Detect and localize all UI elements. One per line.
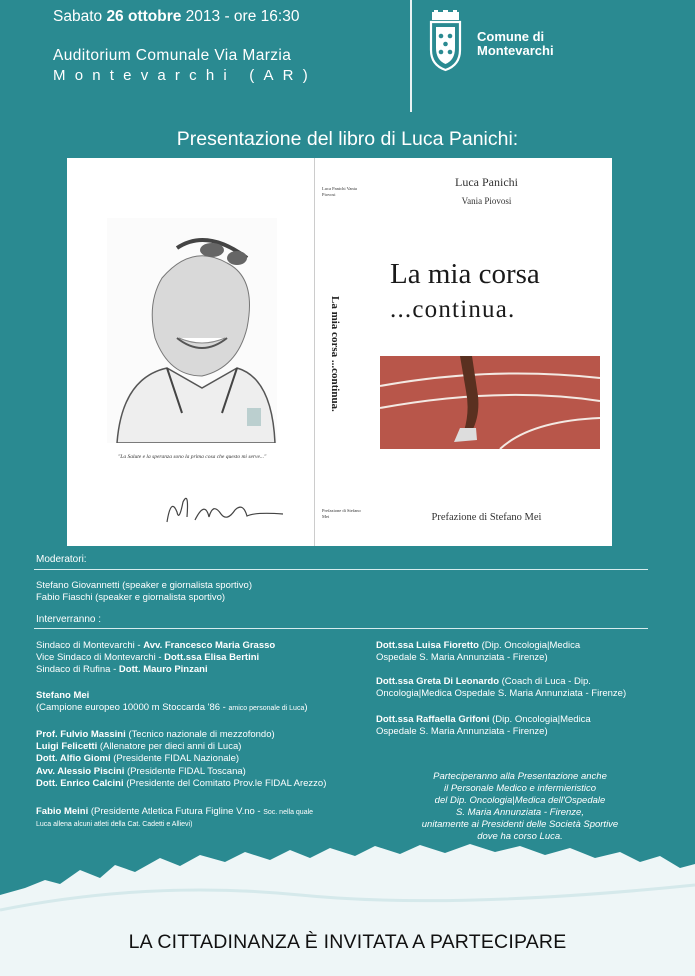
invite-note: Parteciperanno alla Presentazione anche il Personale Medico e infermieristico del Dip. Oncologia|Medica dell'Ospedale S. Maria Annunziata - Firenze, unitamente ai Presidenti delle Società Sportive dove ha corso Luca. (421, 771, 619, 842)
book-author-primary: Luca Panichi (455, 175, 518, 189)
section-divider (34, 628, 648, 629)
event-city: Montevarchi (AR) (53, 67, 317, 84)
speaker-fioretto: Dott.ssa Luisa Fioretto (Dip. Oncologia|Medica Ospedale S. Maria Annunziata - Firenze) (376, 640, 581, 664)
spine-title: La mia corsa ...continua. (329, 296, 341, 412)
speaker-item: Vice Sindaco di Montevarchi - Dott.ssa Elisa Bertini (36, 652, 260, 664)
spine-authors: Luca Panichi Vania Piovosi (322, 186, 357, 197)
page-title: Presentazione del libro di Luca Panichi: (176, 128, 519, 150)
speakers-label: Interverranno : (36, 614, 102, 625)
speaker-item: Avv. Alessio Piscini (Presidente FIDAL Toscana) (36, 765, 246, 777)
speaker-meini: Fabio Meini (Presidente Atletica Futura Figline V.no - Soc. nella quale Luca allena alcuni atleti della Cat. Cadetti e Allievi) (36, 806, 314, 829)
moderator-item: Stefano Giovannetti (speaker e giornalista sportivo) (36, 580, 252, 591)
back-cover-quote: "La Salute e la speranza sono la prima cosa che questo mi serve..." (118, 454, 267, 460)
speaker-item: Dott. Enrico Calcini (Presidente del Comitato Prov.le FIDAL Arezzo) (36, 777, 327, 789)
speaker-mei: Stefano Mei (Campione europeo 10000 m Stoccarda '86 - amico personale di Luca) (36, 690, 308, 714)
footer-invitation: LA CITTADINANZA È INVITATA A PARTECIPARE (128, 931, 567, 953)
spine-title-text (322, 292, 352, 432)
speaker-item: Luigi Felicetti (Allenatore per dieci anni di Luca) (36, 741, 242, 753)
speaker-item: Prof. Fulvio Massini (Tecnico nazionale di mezzofondo) (36, 729, 275, 740)
book-title-line2: ...continua. (390, 296, 516, 323)
speaker-grifoni: Dott.ssa Raffaella Grifoni (Dip. Oncologia|Medica Ospedale S. Maria Annunziata - Firenze) (376, 714, 591, 738)
speaker-dileonardo: Dott.ssa Greta Di Leonardo (Coach di Luca - Dip. Oncologia|Medica Ospedale S. Maria Annunziata - Firenze) (376, 676, 627, 700)
mountain-footer-band (0, 840, 695, 976)
running-track-image (380, 356, 600, 449)
municipality-crest-icon (427, 10, 464, 72)
event-date: Sabato 26 ottobre 2013 - ore 16:30 (53, 8, 300, 25)
moderators-list (36, 580, 252, 604)
moderator-item: Fabio Fiaschi (speaker e giornalista sportivo) (36, 592, 226, 604)
speaker-item: Sindaco di Montevarchi - Avv. Francesco Maria Grasso (36, 640, 276, 651)
speakers-institutions (36, 640, 275, 677)
speaker-item: Sindaco di Rufina - Dott. Mauro Pinzani (36, 664, 208, 676)
speakers-sport (36, 729, 326, 790)
book-title-line1: La mia corsa (390, 258, 540, 290)
book-preface: Prefazione di Stefano Mei (431, 512, 542, 523)
moderators-label: Moderatori: (36, 554, 87, 565)
section-divider (34, 569, 648, 570)
author-signature-image (165, 492, 285, 528)
municipality-name: Comune di Montevarchi (477, 29, 554, 58)
event-venue: Auditorium Comunale Via Marzia (53, 47, 292, 64)
header-divider (410, 0, 412, 112)
spine-preface: Prefazione di Stefano Mei (322, 508, 361, 519)
book-front-cover (361, 158, 612, 546)
speaker-item: Dott. Alfio Giomi (Presidente FIDAL Nazionale) (36, 753, 240, 765)
book-author-secondary: Vania Piovosi (461, 196, 512, 206)
author-portrait-image (107, 218, 277, 443)
